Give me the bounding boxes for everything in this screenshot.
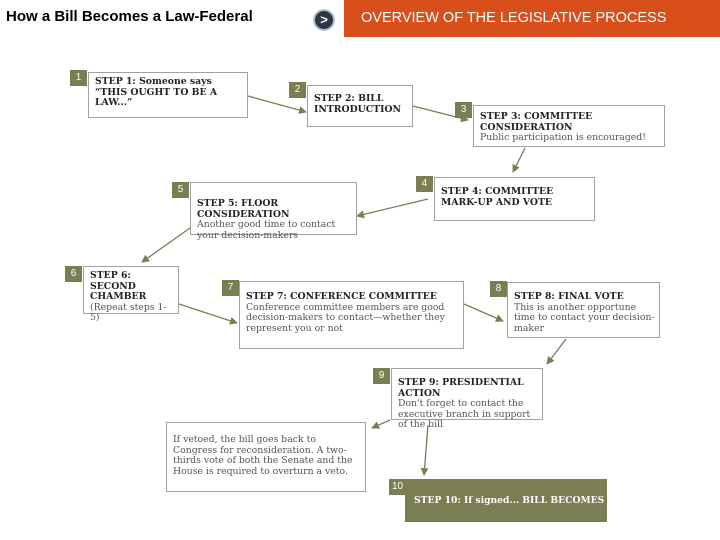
step-heading: STEP 3: COMMITTEE CONSIDERATION [480, 111, 593, 133]
step-6-box [83, 266, 179, 323]
step-body: Don't forget to contact the executive branch in support of the bill [398, 398, 531, 430]
step-10-box [405, 479, 635, 522]
step-number-badge: 10 [389, 479, 406, 495]
arrow-4-5 [357, 199, 428, 216]
veto-note-box [166, 422, 366, 492]
step-heading: STEP 6: SECOND CHAMBER [90, 270, 147, 302]
page-title: How a Bill Becomes a Law-Federal [6, 8, 253, 25]
step-body: “THIS OUGHT TO BE A LAW...” [95, 86, 218, 108]
step-heading: STEP 2: BILL INTRODUCTION [314, 93, 402, 115]
step-heading: STEP 10: If signed... BILL BECOMES LAW! [414, 495, 635, 506]
step-8-box [507, 282, 660, 338]
step-number-badge: 5 [172, 182, 189, 198]
step-body: This is another opportune time to contact your decision-maker [514, 301, 655, 334]
step-body: Conference committee members are good decision-makers to contact—whether they represent you or not [246, 301, 445, 334]
arrow-5-6 [142, 228, 190, 262]
arrow-6-7 [179, 304, 237, 323]
step-4-box [434, 177, 595, 221]
arrow-7-8 [464, 304, 503, 321]
step-heading: STEP 7: CONFERENCE COMMITTEE [246, 291, 437, 302]
chevron-right-icon: > [320, 12, 328, 27]
step-5-box [190, 182, 357, 241]
arrow-3-4 [513, 148, 525, 172]
step-number-badge: 6 [65, 266, 82, 282]
veto-note-text: If vetoed, the bill goes back to Congress for reconsideration. A two-thirds vote of both the Senate and the House is required to overturn a veto. [173, 434, 353, 477]
step-1-box [88, 72, 248, 118]
step-number-badge: 2 [289, 82, 306, 98]
step-heading: STEP 8: FINAL VOTE [514, 291, 624, 302]
step-3-box [473, 105, 665, 147]
arrow-1-2 [248, 96, 306, 112]
step-9-box [391, 368, 543, 430]
step-number-badge: 4 [416, 176, 433, 192]
arrow-8-9 [547, 339, 566, 364]
step-number-badge: 1 [70, 70, 87, 86]
step-body: Public participation is encouraged! [480, 132, 646, 143]
step-heading: STEP 5: FLOOR CONSIDERATION [197, 198, 290, 220]
step-heading: STEP 4: COMMITTEE MARK-UP AND VOTE [441, 186, 554, 208]
step-heading: STEP 1: Someone says [95, 76, 212, 87]
step-body: Another good time to contact your decision-makers [197, 219, 336, 241]
arrow-9-veto [372, 420, 390, 428]
section-banner: OVERVIEW OF THE LEGISLATIVE PROCESS [344, 0, 720, 37]
step-number-badge: 8 [490, 281, 507, 297]
step-body: (Repeat steps 1-5) [90, 301, 167, 323]
step-number-badge: 3 [455, 102, 472, 118]
arrow-9-10 [424, 425, 428, 475]
step-2-box [307, 85, 413, 127]
step-heading: STEP 9: PRESIDENTIAL ACTION [398, 377, 524, 399]
step-number-badge: 7 [222, 280, 239, 296]
step-7-box [239, 281, 464, 349]
step-number-badge: 9 [373, 368, 390, 384]
